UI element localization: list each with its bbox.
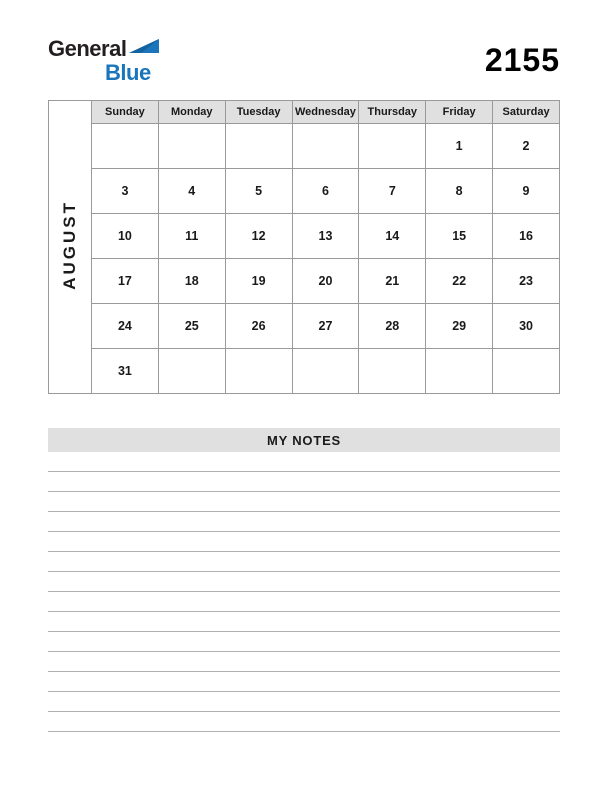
note-line	[48, 712, 560, 732]
month-label: AUGUST	[60, 199, 79, 290]
day-cell-empty	[225, 124, 292, 169]
day-cell-20: 20	[292, 259, 359, 304]
day-cell-25: 25	[158, 304, 225, 349]
calendar-header-row	[49, 101, 560, 124]
day-cell-21: 21	[359, 259, 426, 304]
calendar-body	[49, 101, 560, 394]
note-line	[48, 472, 560, 492]
day-cell-6: 6	[292, 169, 359, 214]
day-cell-empty	[225, 349, 292, 394]
day-cell-empty	[359, 349, 426, 394]
day-cell-8: 8	[426, 169, 493, 214]
day-cell-30: 30	[493, 304, 560, 349]
day-cell-empty	[292, 349, 359, 394]
calendar-week-row-1	[49, 124, 560, 169]
day-cell-empty	[359, 124, 426, 169]
note-line	[48, 672, 560, 692]
day-cell-empty	[426, 349, 493, 394]
day-cell-1: 1	[426, 124, 493, 169]
day-cell-empty	[92, 124, 159, 169]
day-cell-29: 29	[426, 304, 493, 349]
day-cell-4: 4	[158, 169, 225, 214]
month-label-cell	[49, 101, 92, 394]
note-line	[48, 592, 560, 612]
note-line	[48, 552, 560, 572]
calendar-week-row-2	[49, 169, 560, 214]
logo-top-row	[48, 38, 159, 60]
day-cell-24: 24	[92, 304, 159, 349]
day-header-wednesday: Wednesday	[292, 101, 359, 124]
day-cell-2: 2	[493, 124, 560, 169]
notes-lines	[48, 452, 560, 732]
logo-text-general: General	[48, 36, 127, 61]
day-cell-10: 10	[92, 214, 159, 259]
day-cell-15: 15	[426, 214, 493, 259]
calendar-week-row-6	[49, 349, 560, 394]
note-line	[48, 652, 560, 672]
logo-flag-icon	[129, 38, 159, 54]
general-blue-logo	[48, 38, 159, 84]
day-cell-16: 16	[493, 214, 560, 259]
day-header-thursday: Thursday	[359, 101, 426, 124]
note-line	[48, 612, 560, 632]
calendar-table	[48, 100, 560, 394]
day-cell-empty	[493, 349, 560, 394]
day-cell-19: 19	[225, 259, 292, 304]
page-header	[48, 34, 560, 94]
day-cell-17: 17	[92, 259, 159, 304]
day-cell-3: 3	[92, 169, 159, 214]
day-cell-28: 28	[359, 304, 426, 349]
day-cell-13: 13	[292, 214, 359, 259]
year-label: 2155	[484, 42, 560, 78]
notes-header	[48, 428, 560, 452]
day-cell-12: 12	[225, 214, 292, 259]
day-header-monday: Monday	[158, 101, 225, 124]
calendar-week-row-5	[49, 304, 560, 349]
logo-text-blue: Blue	[105, 60, 151, 85]
day-header-tuesday: Tuesday	[225, 101, 292, 124]
day-cell-9: 9	[493, 169, 560, 214]
day-cell-empty	[158, 349, 225, 394]
calendar-week-row-3	[49, 214, 560, 259]
day-cell-27: 27	[292, 304, 359, 349]
day-header-saturday: Saturday	[493, 101, 560, 124]
day-cell-empty	[158, 124, 225, 169]
day-cell-31: 31	[92, 349, 159, 394]
day-cell-23: 23	[493, 259, 560, 304]
note-line	[48, 512, 560, 532]
note-line	[48, 532, 560, 552]
day-cell-22: 22	[426, 259, 493, 304]
day-header-friday: Friday	[426, 101, 493, 124]
note-line	[48, 572, 560, 592]
calendar-week-row-4	[49, 259, 560, 304]
note-line	[48, 632, 560, 652]
day-cell-empty	[292, 124, 359, 169]
note-line	[48, 692, 560, 712]
day-header-sunday: Sunday	[92, 101, 159, 124]
day-cell-18: 18	[158, 259, 225, 304]
day-cell-7: 7	[359, 169, 426, 214]
notes-title: MY NOTES	[266, 432, 342, 448]
day-cell-26: 26	[225, 304, 292, 349]
day-cell-11: 11	[158, 214, 225, 259]
note-line	[48, 452, 560, 472]
day-cell-5: 5	[225, 169, 292, 214]
note-line	[48, 492, 560, 512]
day-cell-14: 14	[359, 214, 426, 259]
